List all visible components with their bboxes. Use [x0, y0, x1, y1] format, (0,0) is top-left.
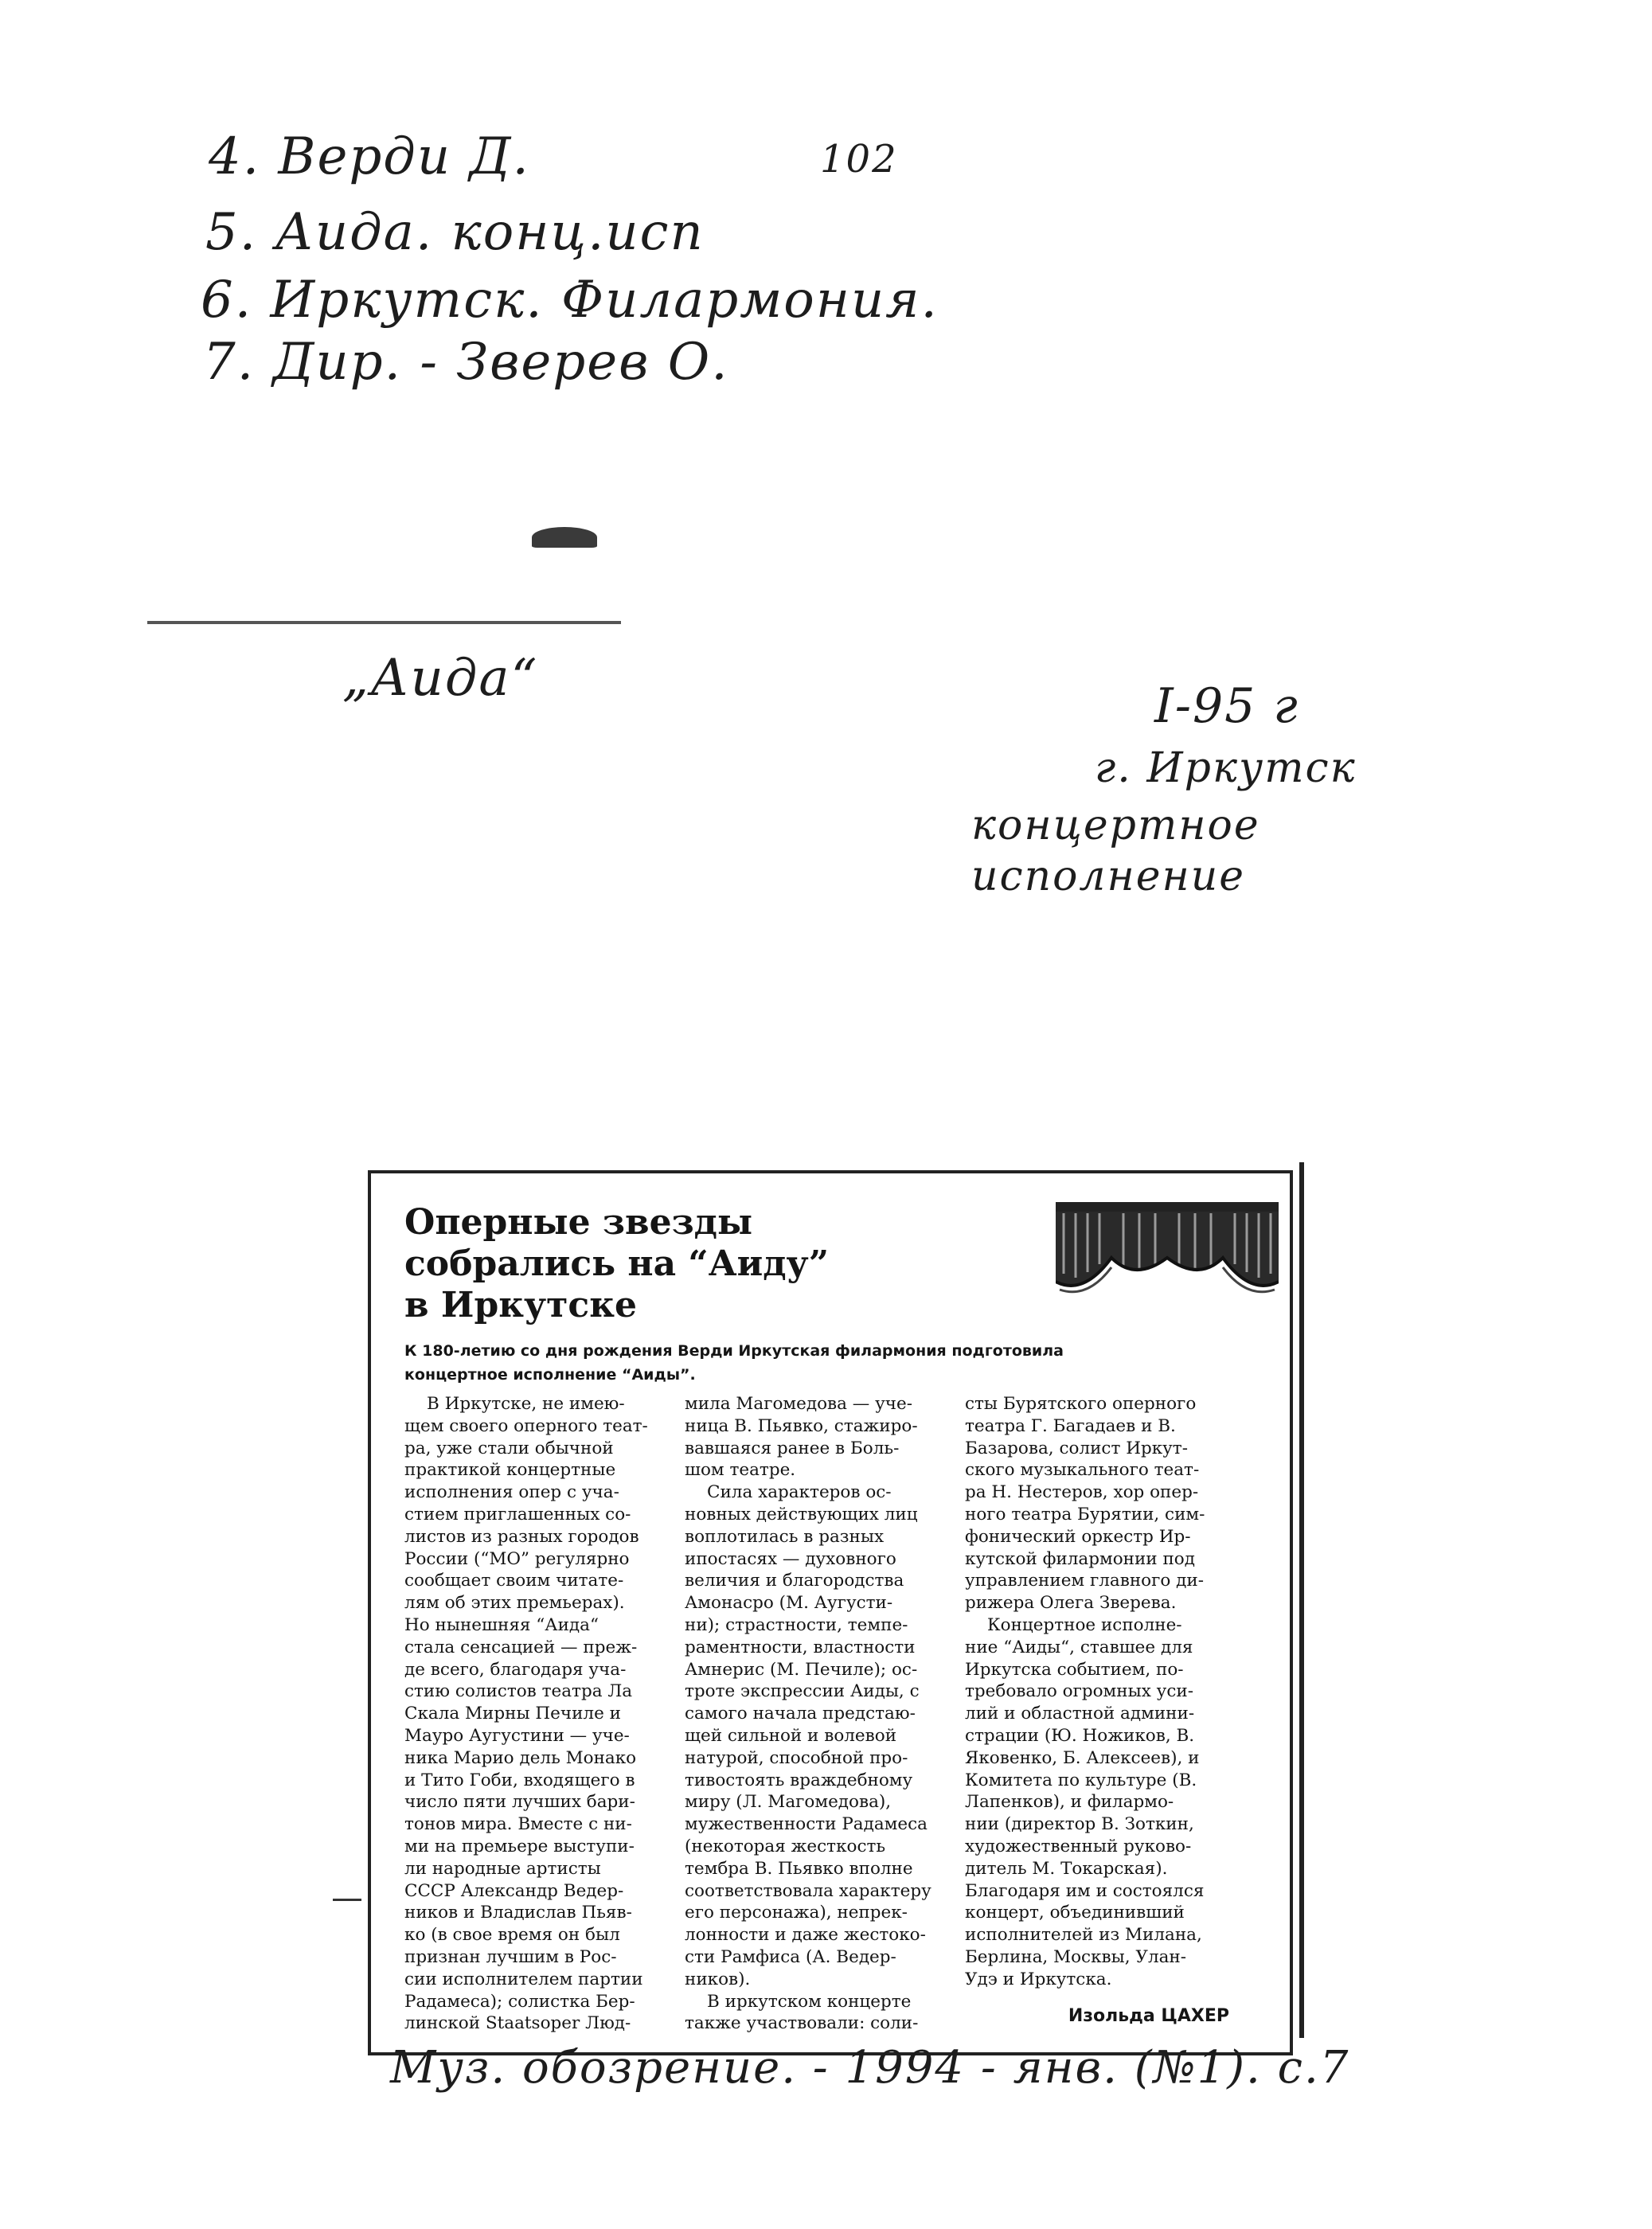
article-line: дитель М. Токарская).: [965, 1858, 1168, 1879]
article-line: натурой, способной про-: [685, 1747, 908, 1768]
article-line: стию солистов театра Ла: [404, 1681, 633, 1702]
opera-title-note: „Аида“: [342, 649, 539, 708]
date-note: I-95 г: [1154, 678, 1299, 734]
article-line: ников).: [685, 1969, 751, 1989]
article-line: театра Г. Багадаев и В.: [965, 1415, 1176, 1436]
article-line: тембра В. Пьявко вполне: [685, 1858, 913, 1879]
article-line: де всего, благодаря уча-: [404, 1659, 627, 1680]
article-column-1: [404, 1393, 669, 2035]
article-line: сообщает своим читате-: [404, 1571, 624, 1591]
article-line: исполнения опер с уча-: [404, 1482, 619, 1503]
article-line: Лапенков), и филармо-: [965, 1792, 1174, 1813]
article-line: фонический оркестр Ир-: [965, 1526, 1191, 1547]
article-line: ного театра Бурятии, сим-: [965, 1504, 1205, 1524]
clipping-frame: [368, 1170, 1293, 2055]
note-number: 7.: [203, 333, 256, 392]
article-line: ра Н. Нестеров, хор опер-: [965, 1482, 1199, 1503]
article-line: величия и благородства: [685, 1571, 904, 1591]
article-line: раментности, властности: [685, 1637, 916, 1657]
article-line: (некоторая жесткость: [685, 1836, 886, 1856]
article-line: кутской филармонии под: [965, 1548, 1195, 1569]
article-line: стием приглашенных со-: [404, 1504, 631, 1524]
headline-line: Оперные звезды: [404, 1202, 753, 1243]
article-line: концерт, объединивший: [965, 1903, 1185, 1923]
article-column-3: [965, 1393, 1229, 2027]
note-item-6: [201, 271, 939, 330]
article-line: страции (Ю. Ножиков, В.: [965, 1725, 1195, 1746]
article-line: Яковенко, Б. Алексеев), и: [965, 1747, 1200, 1768]
article-line: мила Магомедова — уче-: [685, 1394, 912, 1414]
article-line: лий и областной админи-: [965, 1704, 1195, 1724]
divider-line: [147, 621, 621, 624]
article-line: листов из разных городов: [404, 1526, 639, 1547]
ink-smudge: [532, 527, 597, 548]
article-line: России (“МО” регулярно: [404, 1548, 630, 1569]
theatre-curtain-illustration: [1056, 1202, 1279, 1296]
article-line: Берлина, Москвы, Улан-: [965, 1946, 1187, 1967]
subheading-line: концертное исполнение “Аиды”.: [404, 1366, 696, 1384]
article-line: Амнерис (М. Печиле); ос-: [685, 1659, 918, 1680]
article-line: Но нынешняя “Аида“: [404, 1614, 599, 1635]
performance-type-note: концертное исполнение: [971, 802, 1260, 900]
subheading-line: К 180-летию со дня рождения Верди Иркутская филармония подготовила: [404, 1342, 1064, 1360]
article-line: самого начала предстаю-: [685, 1704, 916, 1724]
newspaper-clipping: [368, 1170, 1303, 2070]
article-line: ника Марио дель Монако: [404, 1747, 637, 1768]
article-line: сти Рамфиса (А. Ведер-: [685, 1946, 896, 1967]
article-line: новных действующих лиц: [685, 1504, 918, 1524]
article-line: ми на премьере выступи-: [404, 1836, 635, 1856]
article-line: также участвовали: соли-: [685, 2013, 919, 2034]
note-text: Дир. - Зверев О.: [272, 333, 729, 392]
note-text: Верди Д.: [278, 127, 530, 186]
article-column-2: [685, 1393, 949, 2035]
headline-line: в Иркутске: [404, 1285, 637, 1325]
article-line: ипостасях — духовного: [685, 1548, 896, 1569]
article-line: стала сенсацией — преж-: [404, 1637, 638, 1657]
note-number: 4.: [209, 127, 261, 186]
note-item-4: [209, 127, 530, 186]
article-line: ко (в свое время он был: [404, 1925, 620, 1946]
note-item-5: [205, 203, 705, 262]
note-text: Иркутск. Филармония.: [270, 271, 939, 330]
article-line: Амонасро (М. Аугусти-: [685, 1593, 893, 1614]
article-line: и Тито Гоби, входящего в: [404, 1770, 635, 1790]
article-line: шом театре.: [685, 1460, 796, 1481]
article-line: ни); страстности, темпе-: [685, 1614, 908, 1635]
article-line: Концертное исполне-: [987, 1614, 1182, 1635]
article-line: вавшаяся ранее в Боль-: [685, 1438, 900, 1458]
source-citation-note: Муз. обозрение. - 1994 - янв. (№1). с.7: [390, 2042, 1350, 2094]
article-line: Скала Мирны Печиле и: [404, 1704, 621, 1724]
article-subheading: [404, 1339, 1201, 1387]
article-line: художественный руково-: [965, 1836, 1192, 1856]
article-line: В иркутском концерте: [707, 1991, 912, 2012]
article-line: Удэ и Иркутска.: [965, 1969, 1112, 1989]
article-line: требовало огромных уси-: [965, 1681, 1193, 1702]
article-line: ние “Аиды“, ставшее для: [965, 1637, 1193, 1657]
article-line: Благодаря им и состоялся: [965, 1880, 1205, 1901]
article-line: троте экспрессии Аиды, с: [685, 1681, 920, 1702]
article-headline: [404, 1202, 850, 1326]
article-line: Иркутска событием, по-: [965, 1659, 1184, 1680]
article-line: ников и Владислав Пьяв-: [404, 1903, 632, 1923]
article-line: щей сильной и волевой: [685, 1725, 897, 1746]
article-line: его персонажа), непрек-: [685, 1903, 908, 1923]
article-line: ница В. Пьявко, стажиро-: [685, 1415, 918, 1436]
note-item-7: [203, 333, 729, 392]
article-line: ра, уже стали обычной: [404, 1438, 614, 1458]
article-line: ского музыкального теат-: [965, 1460, 1200, 1481]
article-line: щем своего оперного теат-: [404, 1415, 648, 1436]
author-signature: Изольда ЦАХЕР: [1068, 2005, 1229, 2026]
article-line: исполнителей из Милана,: [965, 1925, 1202, 1946]
article-line: сты Бурятского оперного: [965, 1394, 1197, 1414]
article-line: Базарова, солист Иркут-: [965, 1438, 1188, 1458]
article-line: соответствовала характеру: [685, 1880, 931, 1901]
article-line: Сила характеров ос-: [707, 1482, 892, 1503]
article-line: мужественности Радамеса: [685, 1814, 928, 1835]
article-line: практикой концертные: [404, 1460, 616, 1481]
article-line: воплотилась в разных: [685, 1526, 885, 1547]
note-number: 5.: [205, 203, 258, 262]
article-line: ли народные артисты: [404, 1858, 601, 1879]
article-line: Мауро Аугустини — уче-: [404, 1725, 630, 1746]
article-line: лонности и даже жестоко-: [685, 1925, 926, 1946]
article-line: Радамеса); солистка Бер-: [404, 1991, 635, 2012]
article-line: нии (директор В. Зоткин,: [965, 1814, 1194, 1835]
article-line: лям об этих премьерах).: [404, 1593, 625, 1614]
article-line: В Иркутске, не имею-: [427, 1394, 625, 1414]
article-line: тонов мира. Вместе с ни-: [404, 1814, 632, 1835]
page-number: 102: [820, 137, 898, 182]
article-line: рижера Олега Зверева.: [965, 1593, 1177, 1614]
note-text: Аида. конц.исп: [275, 203, 705, 262]
note-number: 6.: [201, 271, 253, 330]
clipping-edge: [1299, 1162, 1304, 2038]
article-line: число пяти лучших бари-: [404, 1792, 635, 1813]
article-line: управлением главного ди-: [965, 1571, 1204, 1591]
article-line: тивостоять враждебному: [685, 1770, 913, 1790]
city-note: г. Иркутск: [1095, 744, 1357, 792]
article-line: миру (Л. Магомедова),: [685, 1792, 892, 1813]
margin-mark: [333, 1899, 361, 1901]
article-line: Комитета по культуре (В.: [965, 1770, 1197, 1790]
article-line: линской Staatsoper Люд-: [404, 2013, 631, 2034]
article-line: СССР Александр Ведер-: [404, 1880, 624, 1901]
article-line: сии исполнителем партии: [404, 1969, 643, 1989]
article-line: признан лучшим в Рос-: [404, 1946, 617, 1967]
headline-line: собрались на “Аиду”: [404, 1243, 830, 1284]
